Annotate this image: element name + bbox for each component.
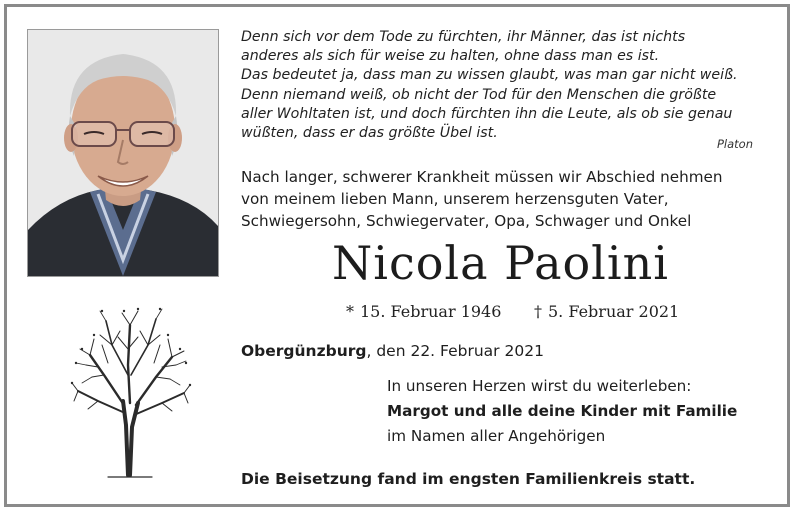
death-cross-icon: † (534, 302, 542, 321)
quote-line: Das bedeutet ja, dass man zu wissen glaubt, was man gar nicht weiß. (241, 67, 738, 84)
quote-line: wüßten, dass er das größte Übel ist. (241, 125, 498, 142)
quote-text (241, 28, 781, 143)
place-date-line (241, 342, 544, 360)
birth-symbol: * (346, 302, 354, 321)
intro-line: Schwiegersohn, Schwiegervater, Opa, Schwager und Onkel (241, 212, 692, 231)
tree-icon (68, 305, 194, 481)
death-date-text: 5. Februar 2021 (548, 302, 680, 321)
family-block (387, 374, 737, 449)
quote-line: Denn niemand weiß, ob nicht der Tod für den Menschen die größte (241, 86, 717, 103)
intro-text (241, 166, 786, 233)
family-line-2: Margot und alle deine Kinder mit Familie (387, 402, 738, 420)
quote-line: anderes als sich für weise zu halten, ohne dass man es ist. (241, 48, 660, 65)
intro-line: Nach langer, schwerer Krankheit müssen wir Abschied nehmen (241, 168, 723, 186)
burial-note: Die Beisetzung fand im engsten Familienkreis statt. (241, 470, 696, 488)
portrait-photo (27, 29, 219, 277)
birth-date (346, 302, 501, 321)
family-line-1: In unseren Herzen wirst du weiterleben: (387, 377, 692, 395)
intro-line: von meinem lieben Mann, unserem herzensguten Vater, (241, 190, 669, 209)
death-date (534, 302, 679, 321)
deceased-name: Nicola Paolini (332, 236, 669, 290)
quote-line: aller Wohltaten ist, und doch fürchten ihn die Leute, als ob sie genau (241, 105, 733, 122)
birth-date-text: 15. Februar 1946 (360, 302, 502, 321)
place-town: Obergünzburg (241, 342, 367, 360)
quote-author: Platon (717, 137, 754, 151)
quote-line: Denn sich vor dem Tode zu fürchten, ihr Männer, das ist nichts (241, 29, 686, 45)
family-line-3: im Namen aller Angehörigen (387, 427, 606, 445)
place-date: , den 22. Februar 2021 (366, 342, 544, 360)
